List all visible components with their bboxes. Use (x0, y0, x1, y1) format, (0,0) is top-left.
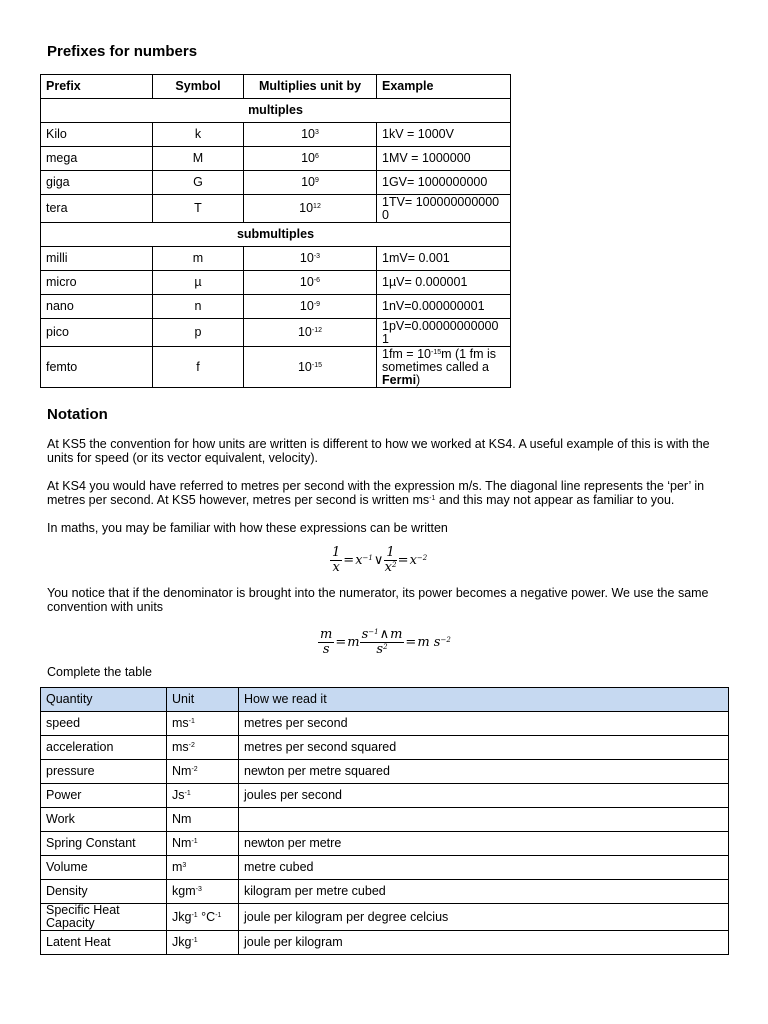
prefix-example: 1µV= 0.000001 (377, 271, 511, 295)
submultiples-section-label: submultiples (41, 223, 511, 247)
quantity-cell: Volume (41, 856, 167, 880)
unit-cell: $Nm^{-2}$ (167, 760, 239, 784)
prefix-symbol: µ (153, 271, 244, 295)
unit-cell: $Nm^{-1}$ (167, 832, 239, 856)
unit-cell: $m^3$ (167, 856, 239, 880)
prefix-row (41, 271, 511, 295)
table-caption: Complete the table (47, 665, 152, 679)
prefix-example: 1TV= 1000000000000 (377, 195, 511, 223)
unit-cell: Jkg$^{-1}$ (167, 931, 239, 955)
prefix-symbol: n (153, 295, 244, 319)
prefix-symbol: M (153, 147, 244, 171)
read-cell: metre cubed (239, 856, 729, 880)
read-cell: kilogram per metre cubed (239, 880, 729, 904)
prefix-symbol: m (153, 247, 244, 271)
prefix-name: femto (41, 347, 153, 388)
prefix-row (41, 319, 511, 347)
quantity-cell: speed (41, 712, 167, 736)
read-cell: joule per kilogram (239, 931, 729, 955)
header-quantity: Quantity (41, 688, 167, 712)
header-prefix: Prefix (41, 75, 153, 99)
prefix-example: 1kV = 1000V (377, 123, 511, 147)
read-cell: newton per metre (239, 832, 729, 856)
prefix-name: tera (41, 195, 153, 223)
units-row (41, 832, 729, 856)
prefix-symbol: G (153, 171, 244, 195)
prefix-symbol: T (153, 195, 244, 223)
prefix-example: 1nV=0.000000001 (377, 295, 511, 319)
prefix-multiplier: $10^{-12}$ (244, 319, 377, 347)
prefix-example: 1MV = 1000000 (377, 147, 511, 171)
prefix-multiplier: $10^{-9}$ (244, 295, 377, 319)
units-row (41, 736, 729, 760)
prefix-name: pico (41, 319, 153, 347)
prefix-row (41, 295, 511, 319)
read-cell: metres per second (239, 712, 729, 736)
units-row (41, 880, 729, 904)
read-cell: newton per metre squared (239, 760, 729, 784)
read-cell (239, 808, 729, 832)
notation-paragraph-3: In maths, you may be familiar with how these expressions can be written (47, 521, 448, 535)
prefix-name: milli (41, 247, 153, 271)
prefix-example: 1GV= 1000000000 (377, 171, 511, 195)
unit-cell: $ms^{-2}$ (167, 736, 239, 760)
read-cell: joule per kilogram per degree celcius (239, 904, 729, 931)
header-example: Example (377, 75, 511, 99)
units-row (41, 856, 729, 880)
prefix-row (41, 195, 511, 223)
multiples-section-label: multiples (41, 99, 511, 123)
prefix-row (41, 347, 511, 388)
equation-units: $\frac{m}{s}$ =m $\frac{s^{-1}\wedge m}{s^2}$ =m $s^{-2}$ (320, 627, 451, 657)
equation-reciprocal: $\frac{1}{x}$ $=x^{-1}\vee$ $\frac{1}{x^2}$ $=x^{-2}$ (332, 545, 428, 575)
prefix-row (41, 247, 511, 271)
quantity-cell: Spring Constant (41, 832, 167, 856)
header-read: How we read it (239, 688, 729, 712)
units-row (41, 931, 729, 955)
read-cell: joules per second (239, 784, 729, 808)
units-row (41, 808, 729, 832)
notation-paragraph-2: At KS4 you would have referred to metres per second with the expression m/s. The diagonal line represents the ‘per’ in metres per second. At KS5 however, metres per second is written $ms^{-1}$ and this may not appear as familiar to you. (47, 479, 705, 507)
prefix-multiplier: $10^9$ (244, 171, 377, 195)
units-row (41, 904, 729, 931)
quantity-cell: Power (41, 784, 167, 808)
prefix-name: nano (41, 295, 153, 319)
prefix-table-header (41, 75, 511, 99)
units-row (41, 784, 729, 808)
prefix-multiplier: $10^{12}$ (244, 195, 377, 223)
quantity-cell: Latent Heat (41, 931, 167, 955)
prefix-multiplier: $10^{-15}$ (244, 347, 377, 388)
quantity-cell: Density (41, 880, 167, 904)
unit-cell: Nm (167, 808, 239, 832)
prefix-row (41, 147, 511, 171)
prefix-name: Kilo (41, 123, 153, 147)
prefix-row (41, 123, 511, 147)
prefix-symbol: k (153, 123, 244, 147)
read-cell: metres per second squared (239, 736, 729, 760)
prefix-multiplier: $10^{-3}$ (244, 247, 377, 271)
unit-cell: $ms^{-1}$ (167, 712, 239, 736)
prefix-example: $1fm = 10^{-15}m$ (1 fm is sometimes called a Fermi) (377, 347, 511, 388)
page-title: Prefixes for numbers (47, 43, 198, 60)
unit-cell: Jkg$^{-1}$ $^\circ C^{-1}$ (167, 904, 239, 931)
unit-cell: $Js^{-1}$ (167, 784, 239, 808)
header-symbol: Symbol (153, 75, 244, 99)
quantity-cell: pressure (41, 760, 167, 784)
notation-paragraph-1: At KS5 the convention for how units are written is different to how we worked at KS4. A useful example of this is with the units for speed (or its vector equivalent, velocity). (47, 437, 710, 465)
quantity-cell: Work (41, 808, 167, 832)
units-row (41, 760, 729, 784)
submultiples-section (41, 223, 511, 247)
prefix-name: giga (41, 171, 153, 195)
prefix-multiplier: $10^6$ (244, 147, 377, 171)
header-multiplies: Multiplies unit by (244, 75, 377, 99)
prefix-symbol: p (153, 319, 244, 347)
prefix-multiplier: $10^3$ (244, 123, 377, 147)
prefix-table (40, 74, 511, 388)
notation-paragraph-4: You notice that if the denominator is brought into the numerator, its power becomes a negative power. We use the same convention with units (47, 586, 709, 614)
header-unit: Unit (167, 688, 239, 712)
units-table (40, 687, 729, 955)
multiples-section (41, 99, 511, 123)
prefix-name: mega (41, 147, 153, 171)
prefix-example: 1pV=0.000000000001 (377, 319, 511, 347)
notation-heading: Notation (47, 406, 108, 423)
prefix-multiplier: $10^{-6}$ (244, 271, 377, 295)
prefix-row (41, 171, 511, 195)
unit-cell: kgm$^{-3}$ (167, 880, 239, 904)
quantity-cell: Specific Heat Capacity (41, 904, 167, 931)
prefix-symbol: f (153, 347, 244, 388)
units-table-header (41, 688, 729, 712)
quantity-cell: acceleration (41, 736, 167, 760)
prefix-name: micro (41, 271, 153, 295)
prefix-example: 1mV= 0.001 (377, 247, 511, 271)
units-row (41, 712, 729, 736)
